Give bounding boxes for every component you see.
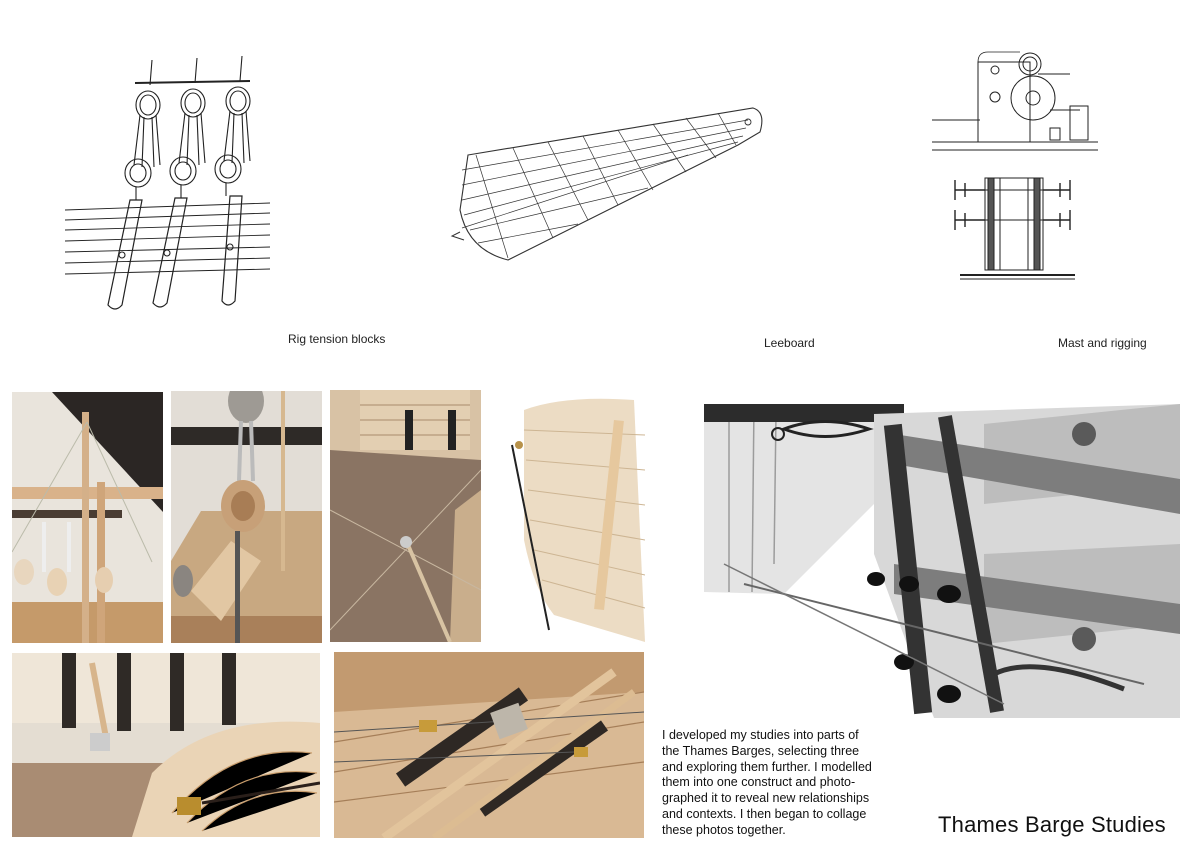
description-line: them into one construct and photo- — [662, 775, 856, 790]
page-title: Thames Barge Studies — [938, 812, 1166, 837]
photo-rigging-topdown — [330, 390, 481, 642]
description-line: the Thames Barges, selecting three — [662, 743, 860, 758]
description-line: I developed my studies into parts of — [662, 728, 859, 742]
description-line: graphed it to reveal new relationships — [662, 791, 870, 806]
rig-tension-blocks-caption: Rig tension blocks — [288, 332, 386, 346]
photo-mast-joint — [334, 652, 644, 838]
photo-leeboard-edge — [12, 653, 320, 837]
description-line: these photos together. — [662, 822, 786, 837]
leeboard-caption: Leeboard — [764, 336, 815, 350]
photo-construct-monochrome — [704, 404, 1180, 718]
photo-mast-blocks — [12, 392, 163, 643]
mast-and-rigging-caption: Mast and rigging — [1058, 336, 1147, 350]
description-line: and exploring them further. I modelled — [662, 759, 872, 774]
photo-leeboard — [494, 390, 645, 642]
rig-tension-blocks-drawing — [60, 55, 275, 320]
studies-description — [662, 728, 912, 839]
mast-and-rigging-drawing — [930, 50, 1100, 285]
description-line: and contexts. I then began to collage — [662, 806, 867, 821]
photo-block-closeup — [171, 391, 322, 643]
leeboard-drawing — [448, 100, 773, 265]
